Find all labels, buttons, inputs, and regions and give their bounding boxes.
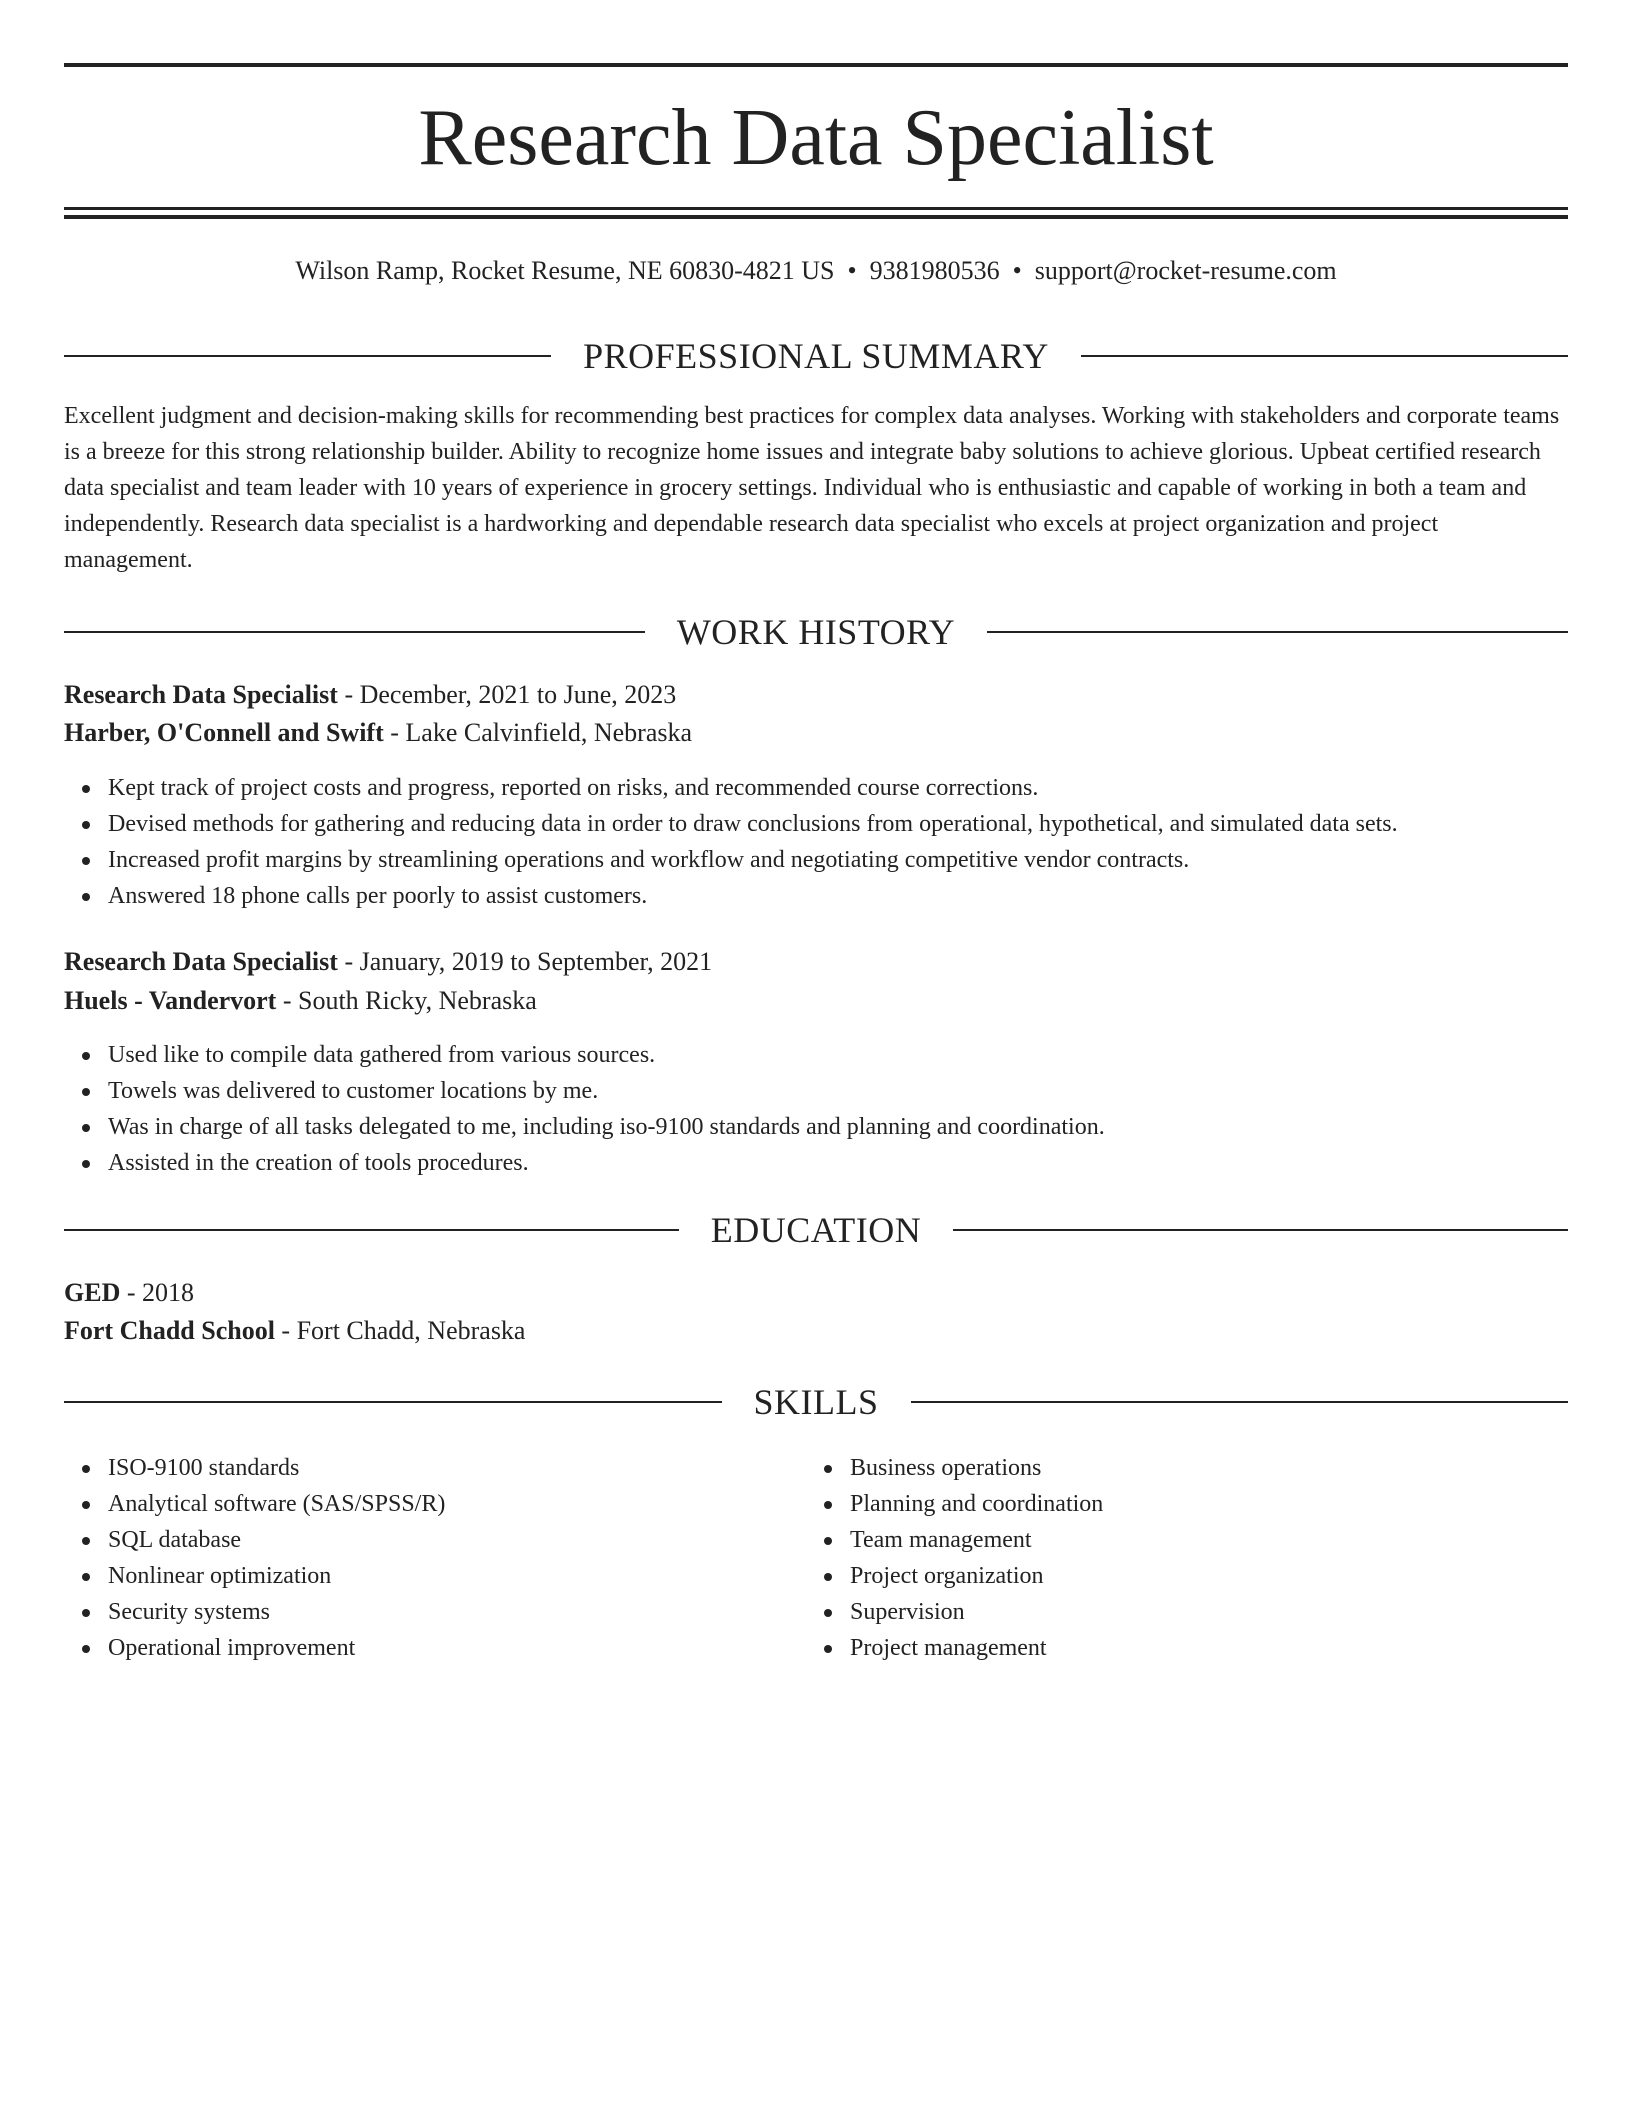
summary-heading: PROFESSIONAL SUMMARY <box>583 336 1049 376</box>
contact-address: Wilson Ramp, Rocket Resume, NE 60830-4821 US <box>295 256 835 285</box>
skill-item: Nonlinear optimization <box>108 1558 808 1594</box>
job-title-line <box>64 944 1568 980</box>
education-school: Fort Chadd School <box>64 1316 275 1345</box>
work-heading: WORK HISTORY <box>676 612 956 652</box>
list-item: Increased profit margins by streamlining operations and workflow and negotiating competitive vendor contracts. <box>108 842 1612 878</box>
divider <box>1081 355 1568 357</box>
contact-separator: • <box>847 256 857 285</box>
list-item: Used like to compile data gathered from various sources. <box>108 1037 1612 1073</box>
divider <box>64 1229 679 1231</box>
skill-item: SQL database <box>108 1522 808 1558</box>
job-bullets <box>64 1037 1612 1181</box>
work-section-header <box>64 609 1568 655</box>
divider <box>953 1229 1568 1231</box>
resume-title: Research Data Specialist <box>418 94 1214 182</box>
skill-item: Team management <box>850 1522 1550 1558</box>
job-title-line <box>64 677 1568 713</box>
title-underline-thick <box>64 215 1568 219</box>
education-section-header <box>64 1207 1568 1253</box>
job-location: - South Ricky, Nebraska <box>276 986 537 1015</box>
skills-list-left <box>64 1450 808 1666</box>
title-underline-thin <box>64 207 1568 210</box>
skill-item: Analytical software (SAS/SPSS/R) <box>108 1486 808 1522</box>
skill-item: Supervision <box>850 1594 1550 1630</box>
education-year: - 2018 <box>120 1278 195 1307</box>
list-item: Was in charge of all tasks delegated to me, including iso-9100 standards and planning and coordination. <box>108 1109 1612 1145</box>
skills-heading: SKILLS <box>753 1382 879 1422</box>
skill-item: Planning and coordination <box>850 1486 1550 1522</box>
contact-phone: 9381980536 <box>869 256 1000 285</box>
divider <box>64 631 645 633</box>
skill-item: Project management <box>850 1630 1550 1666</box>
skill-item: Security systems <box>108 1594 808 1630</box>
contact-line <box>64 254 1568 288</box>
list-item: Assisted in the creation of tools procedures. <box>108 1145 1612 1181</box>
job-company-line <box>64 983 1568 1019</box>
job-location: - Lake Calvinfield, Nebraska <box>383 718 693 747</box>
list-item: Towels was delivered to customer locations by me. <box>108 1073 1612 1109</box>
job-title: Research Data Specialist <box>64 947 338 976</box>
skill-item: Business operations <box>850 1450 1550 1486</box>
skills-list-right <box>806 1450 1550 1666</box>
education-heading: EDUCATION <box>710 1210 922 1250</box>
list-item: Devised methods for gathering and reducing data in order to draw conclusions from operational, hypothetical, and simulated data sets. <box>108 806 1612 842</box>
job-title: Research Data Specialist <box>64 680 338 709</box>
job-dates: - January, 2019 to September, 2021 <box>337 947 713 976</box>
education-degree: GED <box>64 1278 121 1307</box>
divider <box>64 1401 722 1403</box>
list-item: Kept track of project costs and progress, reported on risks, and recommended course corrections. <box>108 770 1612 806</box>
education-location: - Fort Chadd, Nebraska <box>274 1316 526 1345</box>
skill-item: ISO-9100 standards <box>108 1450 808 1486</box>
summary-text: Excellent judgment and decision-making skills for recommending best practices for complex data analyses. Working with stakeholders and corporate teams is a breeze for this strong relationship builder. Ability to recognize home issues and integrate baby solutions to achieve glorious. Upbeat certified research data specialist and team leader with 10 years of experience in grocery settings. Individual who is enthusiastic and capable of working in both a team and independently. Research data specialist is a hardworking and dependable research data specialist who excels at project organization and project management. <box>64 403 1560 573</box>
job-company-line <box>64 715 1568 751</box>
education-degree-line <box>64 1275 1568 1311</box>
skill-item: Operational improvement <box>108 1630 808 1666</box>
job-dates: - December, 2021 to June, 2023 <box>337 680 677 709</box>
divider <box>64 355 551 357</box>
top-rule <box>64 63 1568 67</box>
education-school-line <box>64 1313 1568 1349</box>
divider <box>987 631 1568 633</box>
contact-separator: • <box>1012 256 1022 285</box>
job-company: Huels - Vandervort <box>64 986 277 1015</box>
divider <box>911 1401 1569 1403</box>
job-bullets <box>64 770 1612 914</box>
summary-section-header <box>64 333 1568 379</box>
contact-email: support@rocket-resume.com <box>1034 256 1337 285</box>
job-company: Harber, O'Connell and Swift <box>64 718 384 747</box>
list-item: Answered 18 phone calls per poorly to assist customers. <box>108 878 1612 914</box>
skills-section-header <box>64 1379 1568 1425</box>
skill-item: Project organization <box>850 1558 1550 1594</box>
